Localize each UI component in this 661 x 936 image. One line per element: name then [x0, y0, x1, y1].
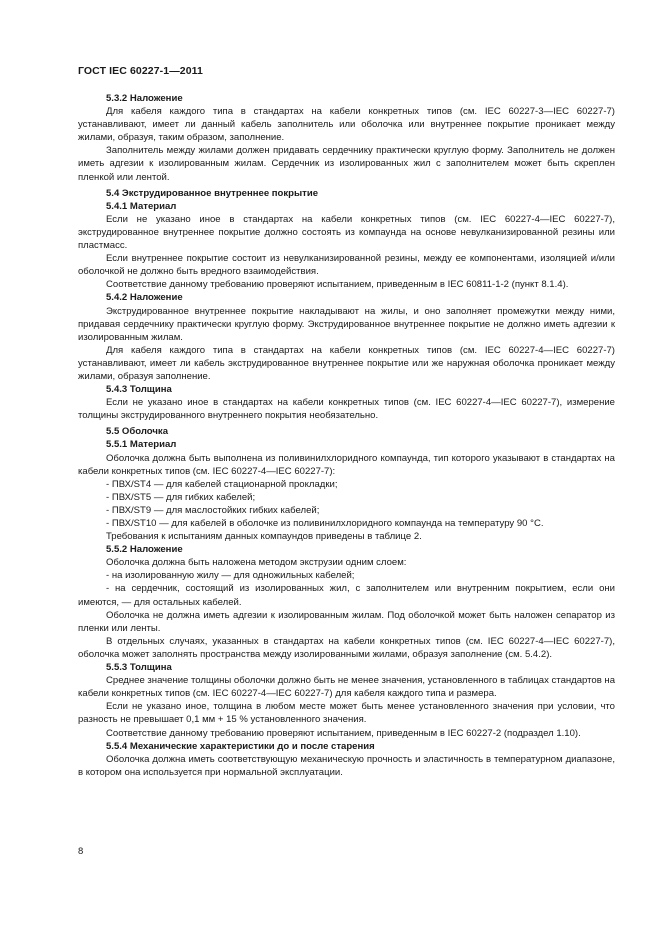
list-item: - ПВХ/ST9 — для маслостойких гибких кабелей;	[106, 504, 320, 516]
section-heading: 5.4 Экструдированное внутреннее покрытие	[106, 187, 318, 199]
paragraph: Соответствие данному требованию проверяют испытанием, приведенным в IEC 60811-1-2 (пункт 8.1.4).	[106, 279, 569, 291]
paragraph: Если внутреннее покрытие состоит из невулканизированной резины, между ее компонентами, изоляцией и/или оболочкой не должно быть вредного взаимодействия.	[78, 253, 615, 278]
paragraph: Экструдированное внутреннее покрытие накладывают на жилы, и оно заполняет промежутки между ними, придавая сердечнику практически круглую форму. Экструдированное внутреннее покрытие не должно иметь адгезии к изолированным жилам.	[78, 305, 615, 343]
paragraph: Среднее значение толщины оболочки должно быть не менее значения, установленного в таблицах стандартов на кабели конкретных типов (см. IEC 60227-4—IEC 60227-7) для кабеля каждого типа и размера.	[78, 675, 616, 700]
section-heading: 5.5 Оболочка	[106, 426, 169, 438]
section-heading: 5.5.2 Наложение	[106, 544, 183, 556]
paragraph: - на изолированную жилу — для одножильных кабелей;	[106, 570, 355, 582]
paragraph: Оболочка не должна иметь адгезии к изолированным жилам. Под оболочкой может быть наложен сепаратор из пленки или ленты.	[78, 609, 615, 634]
document-body	[78, 92, 615, 779]
section-heading: 5.5.4 Механические характеристики до и после старения	[106, 740, 375, 752]
paragraph: Соответствие данному требованию проверяют испытанием, приведенным в IEC 60227-2 (подраздел 1.10).	[106, 727, 581, 739]
section-heading: 5.5.1 Материал	[106, 439, 177, 451]
paragraph: Оболочка должна быть наложена методом экструзии одним слоем:	[106, 557, 407, 569]
paragraph: Требования к испытаниям данных компаундов приведены в таблице 2.	[106, 531, 422, 543]
list-item: - ПВХ/ST4 — для кабелей стационарной прокладки;	[106, 478, 338, 490]
paragraph: Если не указано иное в стандартах на кабели конкретных типов (см. IEC 60227-4—IEC 60227-7), измерение толщины экструдированного внутреннего покрытия необязательно.	[78, 397, 615, 422]
paragraph: - на сердечник, состоящий из изолированных жил, с заполнителем или внутренним покрытием, если они имеются, — для остальных кабелей.	[78, 583, 615, 608]
document-header: ГОСТ IEC 60227-1—2011	[78, 65, 203, 77]
paragraph: Если не указано иное, толщина в любом месте может быть менее установленного значения при условии, что разность не превышает 0,1 мм + 15 % установленного значения.	[78, 701, 615, 726]
list-item: - ПВХ/ST5 — для гибких кабелей;	[106, 491, 256, 503]
section-heading: 5.5.3 Толщина	[106, 662, 172, 674]
paragraph: Оболочка должна быть выполнена из поливинилхлоридного компаунда, тип которого указывают в стандартах на кабели конкретных типов (см. IEC 60227-4—IEC 60227-7):	[78, 452, 615, 477]
section-heading: 5.4.3 Толщина	[106, 384, 172, 396]
paragraph: Для кабеля каждого типа в стандартах на кабели конкретных типов (см. IEC 60227-4—IEC 60227-7) устанавливают, имеет ли кабель экструдированное внутреннее покрытие или же наружная оболочка проникает между жилами, образуя заполнение.	[78, 344, 615, 382]
section-heading: 5.4.1 Материал	[106, 200, 177, 212]
paragraph: Оболочка должна иметь соответствующую механическую прочность и эластичность в температурном диапазоне, в котором она используется при нормальной эксплуатации.	[78, 753, 615, 778]
paragraph: Для кабеля каждого типа в стандартах на кабели конкретных типов (см. IEC 60227-3—IEC 60227-7) устанавливают, имеет ли данный кабель заполнитель или оболочка или внутреннее покрытие проникает между жилами, образуя, таким образом, заполнение.	[78, 106, 615, 144]
paragraph: Заполнитель между жилами должен придавать сердечнику практически круглую форму. Заполнитель не должен иметь адгезии к изолированным жилам. Сердечник из изолированных жил с заполнителем может быть скреплен пленкой или лентой.	[78, 145, 615, 183]
list-item: - ПВХ/ST10 — для кабелей в оболочке из поливинилхлоридного компаунда на температуру 90 °С.	[106, 518, 544, 529]
page-number: 8	[78, 846, 84, 857]
section-heading: 5.3.2 Наложение	[106, 93, 183, 104]
paragraph: В отдельных случаях, указанных в стандартах на кабели конкретных типов (см. IEC 60227-4—IEC 60227-7), оболочка может заполнять пространства между изолированными жилами, образуя заполнение (см. 5.4.2).	[78, 635, 615, 660]
paragraph: Если не указано иное в стандартах на кабели конкретных типов (см. IEC 60227-4—IEC 60227-7), экструдированное внутреннее покрытие должно состоять из компаунда на основе невулканизированной резины или пластмасс.	[78, 213, 615, 252]
section-heading: 5.4.2 Наложение	[106, 292, 183, 304]
